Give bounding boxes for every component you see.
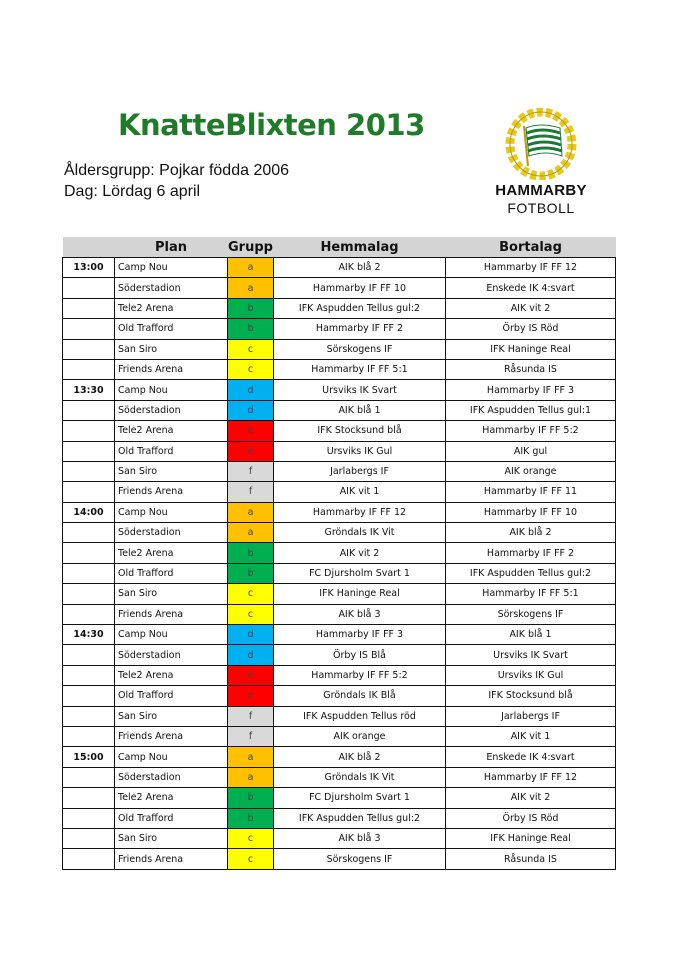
away-team-cell: Jarlabergs IF <box>446 706 616 726</box>
table-row <box>63 747 616 767</box>
group-cell: d <box>228 400 274 420</box>
group-cell: b <box>228 543 274 563</box>
home-team-cell: AIK orange <box>274 726 446 746</box>
time-cell <box>63 461 115 481</box>
laurel-crest-icon <box>486 108 596 180</box>
page-title: KnatteBlixten 2013 <box>118 108 425 142</box>
time-cell: 14:00 <box>63 502 115 522</box>
away-team-cell: Örby IS Röd <box>446 808 616 828</box>
home-team-cell: Hammarby IF FF 2 <box>274 319 446 339</box>
plan-cell: San Siro <box>115 584 228 604</box>
time-cell <box>63 686 115 706</box>
time-cell <box>63 849 115 869</box>
home-team-cell: FC Djursholm Svart 1 <box>274 788 446 808</box>
table-row <box>63 339 616 359</box>
time-cell <box>63 543 115 563</box>
time-cell <box>63 339 115 359</box>
group-cell: e <box>228 421 274 441</box>
group-cell: a <box>228 747 274 767</box>
plan-cell: Friends Arena <box>115 359 228 379</box>
away-team-cell: AIK vit 1 <box>446 726 616 746</box>
plan-cell: Old Trafford <box>115 808 228 828</box>
group-cell: a <box>228 523 274 543</box>
time-cell <box>63 665 115 685</box>
plan-cell: Camp Nou <box>115 747 228 767</box>
plan-cell: Friends Arena <box>115 849 228 869</box>
table-row <box>63 726 616 746</box>
away-team-cell: IFK Stocksund blå <box>446 686 616 706</box>
home-team-cell: IFK Aspudden Tellus röd <box>274 706 446 726</box>
home-team-cell: Ursviks IK Gul <box>274 441 446 461</box>
group-cell: b <box>228 298 274 318</box>
group-cell: c <box>228 604 274 624</box>
time-cell <box>63 441 115 461</box>
time-cell <box>63 421 115 441</box>
plan-cell: Friends Arena <box>115 482 228 502</box>
home-team-cell: IFK Haninge Real <box>274 584 446 604</box>
table-row <box>63 686 616 706</box>
home-team-cell: Gröndals IK Vit <box>274 767 446 787</box>
time-cell <box>63 359 115 379</box>
group-cell: f <box>228 482 274 502</box>
home-team-cell: Sörskogens IF <box>274 339 446 359</box>
group-cell: d <box>228 645 274 665</box>
plan-cell: Friends Arena <box>115 726 228 746</box>
time-cell <box>63 298 115 318</box>
group-cell: f <box>228 461 274 481</box>
away-team-cell: Hammarby IF FF 10 <box>446 502 616 522</box>
home-team-cell: AIK blå 2 <box>274 258 446 278</box>
group-cell: f <box>228 726 274 746</box>
group-cell: e <box>228 441 274 461</box>
table-row <box>63 625 616 645</box>
group-cell: c <box>228 339 274 359</box>
time-cell <box>63 278 115 298</box>
group-cell: d <box>228 380 274 400</box>
home-team-cell: Hammarby IF FF 10 <box>274 278 446 298</box>
table-row <box>63 441 616 461</box>
time-cell <box>63 400 115 420</box>
logo-line1: HAMMARBY <box>495 182 587 199</box>
time-cell <box>63 523 115 543</box>
group-cell: e <box>228 686 274 706</box>
time-cell <box>63 726 115 746</box>
home-team-cell: AIK blå 1 <box>274 400 446 420</box>
logo-line2: FOTBOLL <box>507 200 575 216</box>
home-team-cell: Jarlabergs IF <box>274 461 446 481</box>
header-home: Hemmalag <box>274 237 446 258</box>
table-row <box>63 767 616 787</box>
table-row <box>63 788 616 808</box>
plan-cell: Friends Arena <box>115 604 228 624</box>
plan-cell: Camp Nou <box>115 502 228 522</box>
table-row <box>63 828 616 848</box>
time-cell <box>63 563 115 583</box>
away-team-cell: Ursviks IK Gul <box>446 665 616 685</box>
away-team-cell: Sörskogens IF <box>446 604 616 624</box>
plan-cell: San Siro <box>115 461 228 481</box>
time-cell <box>63 808 115 828</box>
home-team-cell: Hammarby IF FF 5:1 <box>274 359 446 379</box>
home-team-cell: AIK blå 3 <box>274 604 446 624</box>
table-row <box>63 482 616 502</box>
plan-cell: Camp Nou <box>115 380 228 400</box>
table-row <box>63 319 616 339</box>
group-cell: d <box>228 625 274 645</box>
plan-cell: Tele2 Arena <box>115 298 228 318</box>
home-team-cell: Hammarby IF FF 5:2 <box>274 665 446 685</box>
time-cell <box>63 706 115 726</box>
plan-cell: Söderstadion <box>115 645 228 665</box>
plan-cell: San Siro <box>115 828 228 848</box>
group-cell: b <box>228 788 274 808</box>
table-row <box>63 400 616 420</box>
home-team-cell: IFK Stocksund blå <box>274 421 446 441</box>
home-team-cell: Hammarby IF FF 3 <box>274 625 446 645</box>
table-row <box>63 461 616 481</box>
away-team-cell: Hammarby IF FF 12 <box>446 767 616 787</box>
time-cell: 14:30 <box>63 625 115 645</box>
hammarby-logo <box>486 108 596 218</box>
table-row <box>63 543 616 563</box>
age-group: Åldersgrupp: Pojkar födda 2006 <box>64 162 290 179</box>
away-team-cell: Hammarby IF FF 3 <box>446 380 616 400</box>
group-cell: e <box>228 665 274 685</box>
plan-cell: Tele2 Arena <box>115 665 228 685</box>
home-team-cell: Gröndals IK Vit <box>274 523 446 543</box>
time-cell <box>63 767 115 787</box>
table-row <box>63 502 616 522</box>
home-team-cell: Gröndals IK Blå <box>274 686 446 706</box>
plan-cell: Old Trafford <box>115 441 228 461</box>
table-row <box>63 584 616 604</box>
plan-cell: Tele2 Arena <box>115 421 228 441</box>
table-row <box>63 849 616 869</box>
time-cell <box>63 482 115 502</box>
header-time <box>63 237 115 258</box>
home-team-cell: Sörskogens IF <box>274 849 446 869</box>
plan-cell: Söderstadion <box>115 278 228 298</box>
group-cell: b <box>228 808 274 828</box>
table-body <box>63 258 616 870</box>
time-cell: 13:00 <box>63 258 115 278</box>
home-team-cell: Hammarby IF FF 12 <box>274 502 446 522</box>
table-row <box>63 278 616 298</box>
home-team-cell: AIK blå 3 <box>274 828 446 848</box>
plan-cell: Tele2 Arena <box>115 543 228 563</box>
away-team-cell: Enskede IK 4:svart <box>446 747 616 767</box>
plan-cell: Camp Nou <box>115 625 228 645</box>
home-team-cell: AIK vit 1 <box>274 482 446 502</box>
away-team-cell: Hammarby IF FF 2 <box>446 543 616 563</box>
away-team-cell: Hammarby IF FF 5:2 <box>446 421 616 441</box>
table-row <box>63 380 616 400</box>
header-plan: Plan <box>115 237 228 258</box>
time-cell <box>63 319 115 339</box>
away-team-cell: Hammarby IF FF 5:1 <box>446 584 616 604</box>
table-row <box>63 298 616 318</box>
header-group: Grupp <box>228 237 274 258</box>
time-cell: 13:30 <box>63 380 115 400</box>
schedule-table <box>62 237 616 870</box>
away-team-cell: AIK blå 1 <box>446 625 616 645</box>
table-row <box>63 563 616 583</box>
time-cell: 15:00 <box>63 747 115 767</box>
away-team-cell: AIK orange <box>446 461 616 481</box>
away-team-cell: AIK gul <box>446 441 616 461</box>
table-row <box>63 359 616 379</box>
plan-cell: Camp Nou <box>115 258 228 278</box>
table-row <box>63 604 616 624</box>
plan-cell: Söderstadion <box>115 523 228 543</box>
away-team-cell: Hammarby IF FF 11 <box>446 482 616 502</box>
plan-cell: Old Trafford <box>115 319 228 339</box>
table-row <box>63 258 616 278</box>
match-day: Dag: Lördag 6 april <box>64 183 201 200</box>
group-cell: c <box>228 359 274 379</box>
group-cell: c <box>228 584 274 604</box>
away-team-cell: IFK Aspudden Tellus gul:1 <box>446 400 616 420</box>
table-row <box>63 645 616 665</box>
home-team-cell: IFK Aspudden Tellus gul:2 <box>274 808 446 828</box>
away-team-cell: Råsunda IS <box>446 849 616 869</box>
home-team-cell: IFK Aspudden Tellus gul:2 <box>274 298 446 318</box>
group-cell: b <box>228 563 274 583</box>
header-away: Bortalag <box>446 237 616 258</box>
plan-cell: Old Trafford <box>115 563 228 583</box>
time-cell <box>63 788 115 808</box>
away-team-cell: IFK Haninge Real <box>446 828 616 848</box>
group-cell: c <box>228 849 274 869</box>
group-cell: a <box>228 767 274 787</box>
time-cell <box>63 645 115 665</box>
home-team-cell: AIK blå 2 <box>274 747 446 767</box>
table-row <box>63 706 616 726</box>
group-cell: a <box>228 278 274 298</box>
away-team-cell: AIK blå 2 <box>446 523 616 543</box>
group-cell: c <box>228 828 274 848</box>
home-team-cell: FC Djursholm Svart 1 <box>274 563 446 583</box>
table-row <box>63 808 616 828</box>
group-cell: b <box>228 319 274 339</box>
table-row <box>63 665 616 685</box>
table-header <box>63 237 616 258</box>
plan-cell: San Siro <box>115 339 228 359</box>
home-team-cell: AIK vit 2 <box>274 543 446 563</box>
time-cell <box>63 604 115 624</box>
away-team-cell: Hammarby IF FF 12 <box>446 258 616 278</box>
away-team-cell: AIK vit 2 <box>446 788 616 808</box>
away-team-cell: AIK vit 2 <box>446 298 616 318</box>
home-team-cell: Örby IS Blå <box>274 645 446 665</box>
away-team-cell: Ursviks IK Svart <box>446 645 616 665</box>
away-team-cell: Örby IS Röd <box>446 319 616 339</box>
plan-cell: Old Trafford <box>115 686 228 706</box>
group-cell: f <box>228 706 274 726</box>
table-row <box>63 523 616 543</box>
plan-cell: San Siro <box>115 706 228 726</box>
away-team-cell: IFK Haninge Real <box>446 339 616 359</box>
away-team-cell: IFK Aspudden Tellus gul:2 <box>446 563 616 583</box>
time-cell <box>63 828 115 848</box>
group-cell: a <box>228 502 274 522</box>
table-row <box>63 421 616 441</box>
time-cell <box>63 584 115 604</box>
away-team-cell: Enskede IK 4:svart <box>446 278 616 298</box>
plan-cell: Söderstadion <box>115 767 228 787</box>
home-team-cell: Ursviks IK Svart <box>274 380 446 400</box>
plan-cell: Söderstadion <box>115 400 228 420</box>
away-team-cell: Råsunda IS <box>446 359 616 379</box>
group-cell: a <box>228 258 274 278</box>
plan-cell: Tele2 Arena <box>115 788 228 808</box>
